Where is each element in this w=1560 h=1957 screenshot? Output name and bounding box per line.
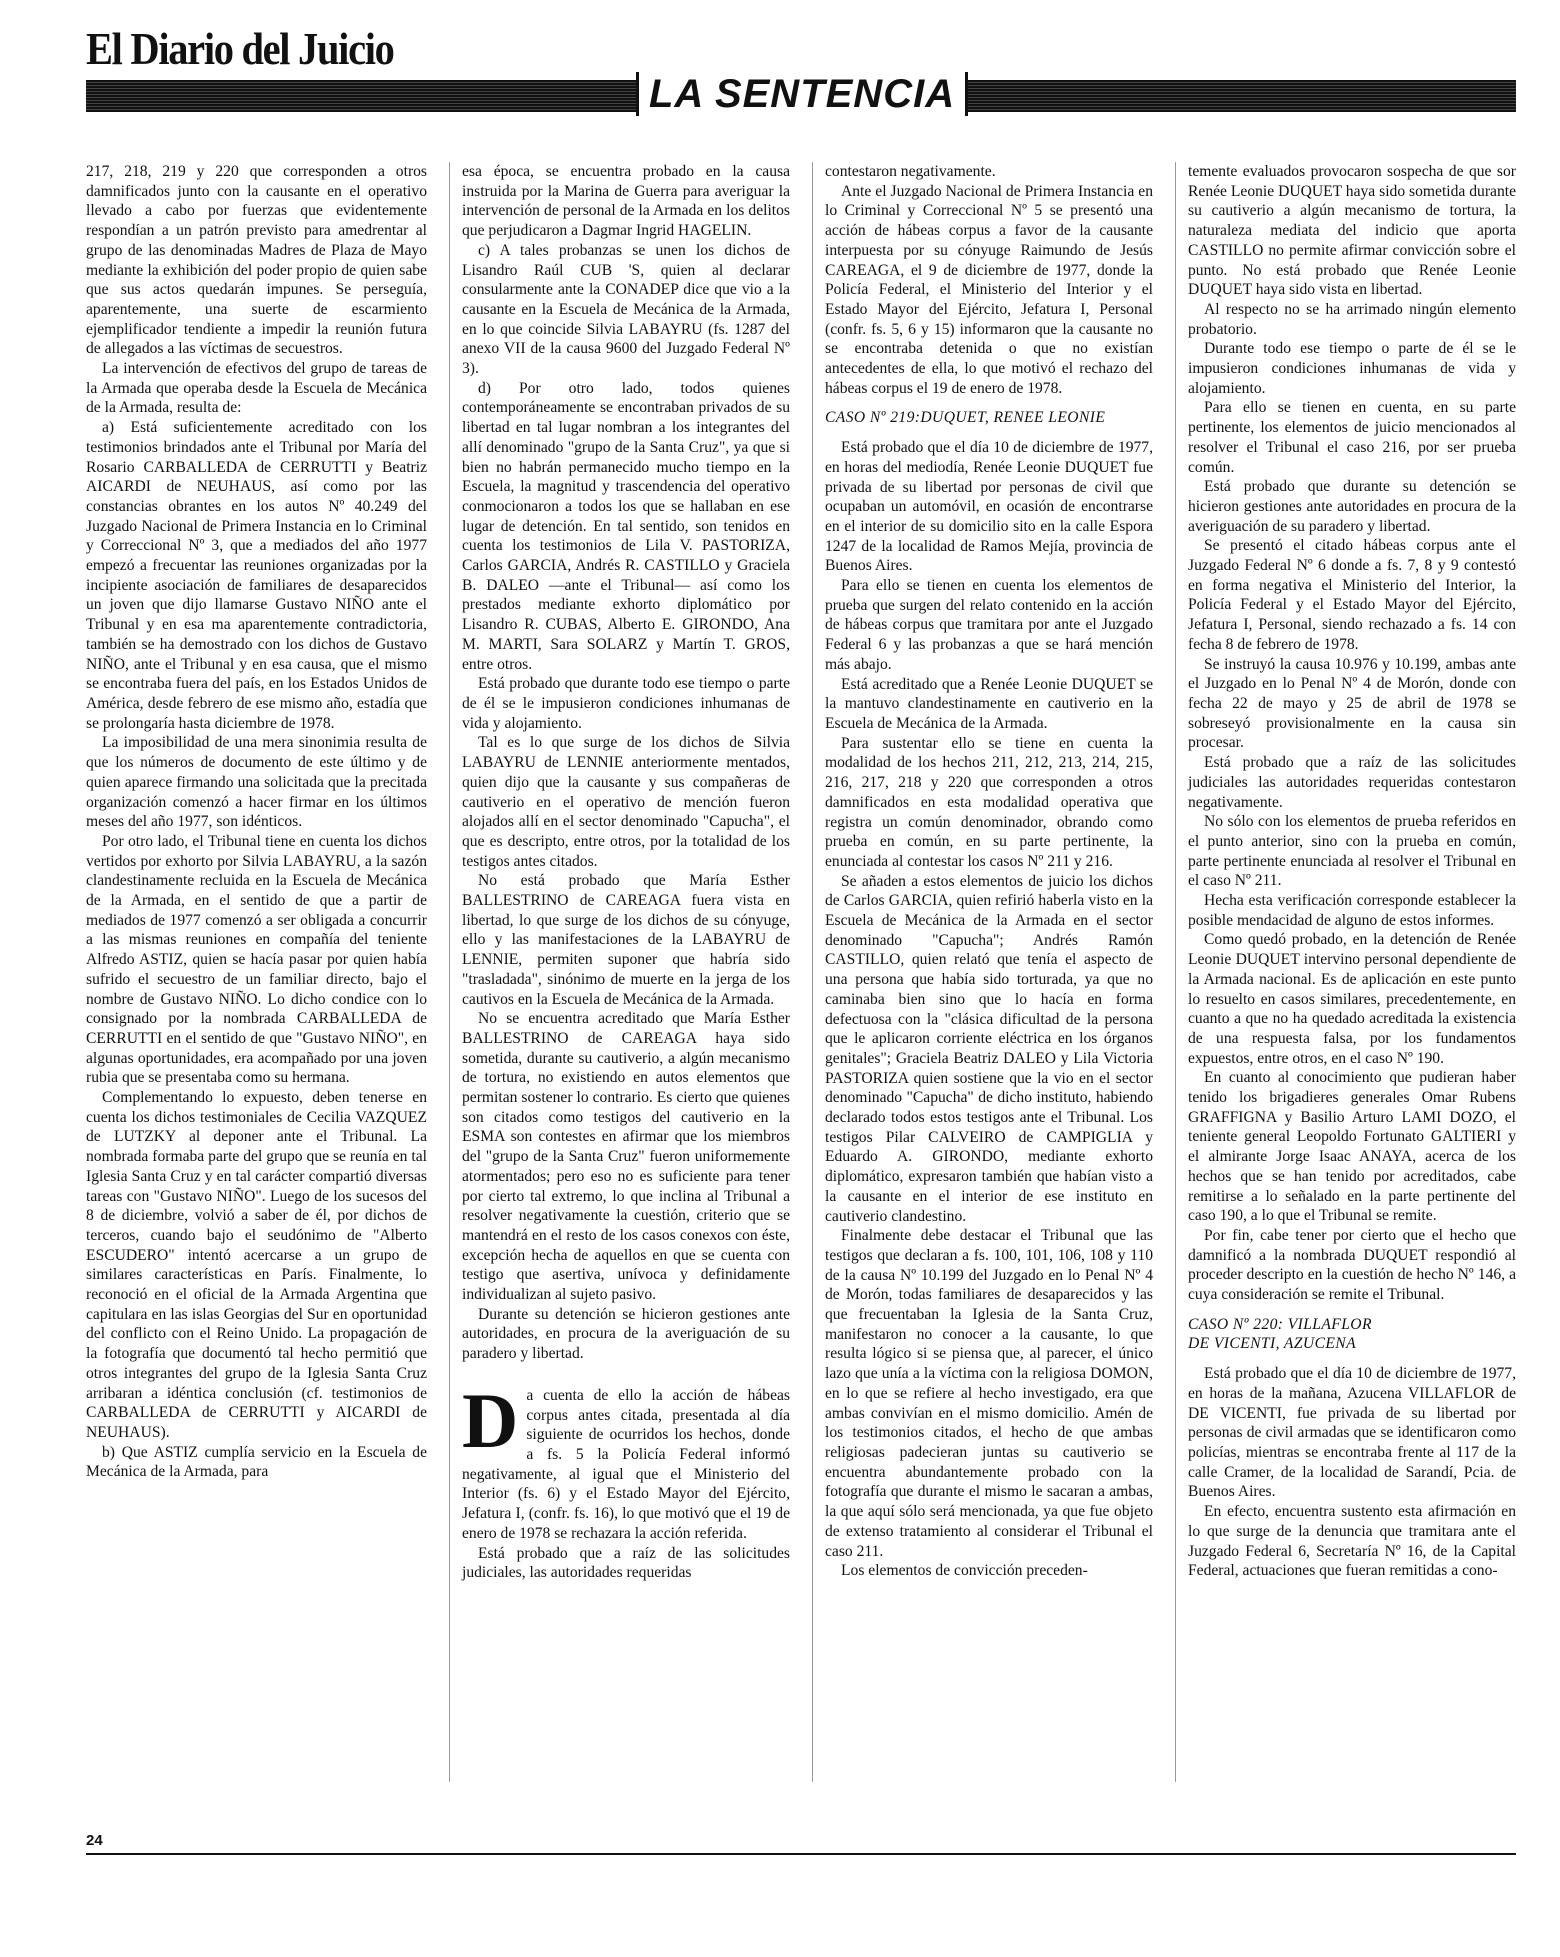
paragraph: Durante su detención se hicieron gestiones ante autoridades, en procura de la averiguación de su paradero y libertad. bbox=[462, 1305, 790, 1363]
paragraph: En efecto, encuentra sustento esta afirmación en lo que surge de la denuncia que tramitara ante el Juzgado Federal 6, Secretaría Nº 16, de la Capital Federal, actuaciones que fueran remitidas a cono- bbox=[1188, 1503, 1516, 1580]
paragraph: Para sustentar ello se tiene en cuenta la modalidad de los hechos 211, 212, 213, 214, 215, 216, 217, 218 y 220 que corresponden a otros damnificados en esta modalidad operativa que registra un común denominador, obrando como prueba en común, en su parte pertinente, la enunciada al contestar los casos Nº 211 y 216. bbox=[825, 734, 1153, 870]
paragraph: Está acreditado que a Renée Leonie DUQUET se la mantuvo clandestinamente en cautiverio en la Escuela de Mecánica de la Armada. bbox=[825, 675, 1153, 732]
dropcap-paragraph bbox=[462, 1376, 790, 1544]
paragraph: 217, 218, 219 y 220 que corresponden a otros damnificados junto con la causante en el operativo llevado a cabo por fuerzas que evidentemente respondían a un patrón previsto para amedrentar al grupo de las denominadas Madres de Plaza de Mayo mediante la exhibición del poder propio de quien sabe que sus actos quedarán impunes. Se perseguía, aparentemente, una suerte de escarmiento ejemplificador tendiente a impedir la reunión futura de allegados a las víctimas de secuestros. bbox=[86, 163, 427, 358]
paragraph: Se añaden a estos elementos de juicio los dichos de Carlos GARCIA, quien refirió haberla visto en la Escuela de Mecánica de la Armada en el sector denominado "Capucha"; Andrés Ramón CASTILLO, quien relató que tenía el aspecto de una persona que había sido torturada, ya que no caminaba bien sino que lo hacía en forma defectuosa con la "clásica dificultad de la persona que le aplicaron corriente eléctrica en los órganos genitales"; Graciela Beatriz DALEO y Lila Victoria PASTORIZA quien sostiene que la vio en el sector denominado "Capucha" de dicho instituto, habiendo declarado todos estos testigos ante el Tribunal. Los testigos Pilar CALVEIRO de CAMPIGLIA y Eduardo A. GIRONDO, mediante exhorto diplomático, expresaron también que habían visto a la causante en el interior de ese instituto en cautiverio clandestino. bbox=[825, 872, 1153, 1225]
case-heading-219: CASO Nº 219:DUQUET, RENEE LEONIE bbox=[825, 409, 1106, 427]
dropcap-letter: D bbox=[462, 1376, 519, 1464]
paragraph: Está probado que a raíz de las solicitudes judiciales las autoridades requeridas contestaron negativamente. bbox=[1188, 754, 1516, 811]
paragraph: Se presentó el citado hábeas corpus ante el Juzgado Federal Nº 6 donde a fs. 7, 8 y 9 contestó en forma negativa el Ministerio del Interior, la Policía Federal y el Estado Mayor del Ejército, Jefatura I, Personal, siendo rechazado a fs. 14 con fecha 8 de febrero de 1978. bbox=[1188, 537, 1516, 653]
paragraph: Como quedó probado, en la detención de Renée Leonie DUQUET intervino personal dependiente de la Armada nacional. Es de aplicación en este punto lo resuelto en casos similares, precedentemente, en cuanto a que no ha quedado acreditada la existencia de una respuesta falsa, por los fundamentos expuestos, entre otros, en el caso Nº 190. bbox=[1188, 931, 1516, 1067]
column-1 bbox=[86, 162, 427, 1782]
paragraph: Ante el Juzgado Nacional de Primera Instancia en lo Criminal y Correccional Nº 5 se presentó una acción de hábeas corpus a favor de la causante interpuesta por su cónyuge Raimundo de Jesús CAREAGA, el 9 de diciembre de 1977, donde la Policía Federal, el Ministerio del Interior y el Estado Mayor del Ejército, Jefatura I, Personal (confr. fs. 5, 6 y 15) informaron que la causante no se encontraba detenida o que no existían antecedentes de ella, lo que motivó el rechazo del hábeas corpus el 19 de enero de 1978. bbox=[825, 182, 1153, 397]
paragraph: La intervención de efectivos del grupo de tareas de la Armada que operaba desde la Escuela de Mecánica de la Armada, resulta de: bbox=[86, 360, 427, 417]
paragraph: Está probado que el día 10 de diciembre de 1977, en horas del mediodía, Renée Leonie DUQUET fue privada de su libertad por personas de civil que ocupaban un automóvil, en ocasión de encontrarse en el interior de su domicilio sito en la calle Espora 1247 de la localidad de Ramos Mejía, provincia de Buenos Aires. bbox=[825, 439, 1153, 575]
case-heading-220 bbox=[1188, 1315, 1516, 1354]
paragraph: Está probado que el día 10 de diciembre de 1977, en horas de la mañana, Azucena VILLAFLOR de DE VICENTI, fue privada de su libertad por personas de civil armadas que se identificaron como policías, mientras se encontraba frente al 117 de la calle Cramer, de la localidad de Sarandí, Pcia. de Buenos Aires. bbox=[1188, 1365, 1516, 1501]
article-columns bbox=[86, 162, 1516, 1782]
page-number: 24 bbox=[86, 1832, 103, 1849]
case-heading-line-1: CASO Nº 220: VILLAFLOR bbox=[1188, 1315, 1372, 1333]
footer-rule bbox=[86, 1853, 1516, 1855]
paragraph: No sólo con los elementos de prueba referidos en el punto anterior, sino con la prueba en común, parte pertinente enunciada al resolver el Tribunal en el caso Nº 211. bbox=[1188, 813, 1516, 890]
paragraph: Hecha esta verificación corresponde establecer la posible mendacidad de alguno de estos informes. bbox=[1188, 892, 1516, 929]
paragraph: Está probado que durante todo ese tiempo o parte de él se le impusieron condiciones inhumanas de vida y alojamiento. bbox=[462, 675, 790, 732]
paragraph: Finalmente debe destacar el Tribunal que las testigos que declaran a fs. 100, 101, 106, 108 y 110 de la causa Nº 10.199 del Juzgado en lo Penal Nº 4 de Morón, todas familiares de desaparecidos y las que frecuentaban la Iglesia de la Santa Cruz, manifestaron no conocer a la causante, lo que resulta lógico si se piensa que, al parecer, el único lazo que unía a la víctima con la religiosa DOMON, en lo que se refiere al hecho investigado, era que ambas convivían en el mismo domicilio. Amén de los testimonios citados, el hecho de que ambas religiosas padecieran juntas su cautiverio se encuentra abundantemente probado con la fotografía que durante el mismo le sacaran a ambas, la que aquí sólo será mencionada, ya que fue objeto de extenso tratamiento al considerar el Tribunal el caso 211. bbox=[825, 1227, 1153, 1560]
column-3 bbox=[812, 162, 1153, 1782]
column-2 bbox=[449, 162, 790, 1782]
paragraph: Para ello se tienen en cuenta, en su parte pertinente, los elementos de juicio mencionados al resolver el Tribunal el caso 216, por ser prueba común. bbox=[1188, 399, 1516, 476]
publication-title: El Diario del Juicio bbox=[86, 23, 394, 74]
paragraph: d) Por otro lado, todos quienes contemporáneamente se encontraban privados de su libertad en tal lugar nombran a los integrantes del allí denominado "grupo de la Santa Cruz", ya que si bien no habrán permanecido mucho tiempo en la Escuela, la magnitud y trascendencia del operativo conmocionaron a todos los que se hallaban en ese lugar de detención. En tal sentido, son tenidos en cuenta los testimonios de Lila V. PASTORIZA, Carlos GARCIA, Andrés R. CASTILLO y Graciela B. DALEO —ante el Tribunal— así como los prestados mediante exhorto diplomático por Lisandro R. CUBAS, Alberto E. GIRONDO, Ana M. MARTI, Sara SOLARZ y Martín T. GROS, entre otros. bbox=[462, 379, 790, 673]
paragraph: esa época, se encuentra probado en la causa instruida por la Marina de Guerra para averiguar la intervención de personal de la Armada en los delitos que perjudicaron a Dagmar Ingrid HAGELIN. bbox=[462, 163, 790, 240]
paragraph: Complementando lo expuesto, deben tenerse en cuenta los dichos testimoniales de Cecilia VAZQUEZ de LUTZKY al deponer ante el Tribunal. La nombrada formaba parte del grupo que se reunía en tal Iglesia Santa Cruz y en tal carácter compartió diversas tareas con "Gustavo NIÑO". Luego de los sucesos del 8 de diciembre, volvió a saber de él, por dichos de terceros, cuando bajo el seudónimo de "Alberto ESCUDERO" intentó acercarse a un grupo de similares características en París. Finalmente, lo reconoció en el oficial de la Armada Argentina que capitulara en las islas Georgias del Sur en oportunidad del conflicto con el Reino Unido. La propagación de la fotografía que documentó tal hecho permitió que otros integrantes del grupo de la Iglesia Santa Cruz arribaran a idéntica conclusión (cf. testimonios de CARBALLEDA de CERRUTTI y AICARDI de NEUHAUS). bbox=[86, 1089, 427, 1441]
paragraph: contestaron negativamente. bbox=[825, 163, 996, 180]
column-4 bbox=[1175, 162, 1516, 1782]
paragraph: c) A tales probanzas se unen los dichos de Lisandro Raúl CUB 'S, quien al declarar consularmente ante la CONADEP dice que vio a la causante en la Escuela de Mecánica de la Armada, en lo que coincide Silvia LABAYRU (fs. 1287 del anexo VII de la causa 9600 del Juzgado Federal Nº 3). bbox=[462, 241, 790, 378]
paragraph: Está probado que durante su detención se hicieron gestiones ante autoridades en procura de la averiguación de su paradero y libertad. bbox=[1188, 478, 1516, 535]
paragraph: Por fin, cabe tener por cierto que el hecho que damnificó a la nombrada DUQUET respondió al proceder descripto en la cuestión de hecho Nº 146, a cuya consideración se remite el Tribunal. bbox=[1188, 1226, 1516, 1304]
paragraph: En cuanto al conocimiento que pudieran haber tenido los brigadieres generales Omar Rubens GRAFFIGNA y Basilio Arturo LAMI DOZO, el teniente general Leopoldo Fortunato GALTIERI y el almirante Jorge Isaac ANAYA, acerca de los hechos que se han tenido por acreditados, cabe remitirse a lo señalado en la parte pertinente del caso 190, a lo que el Tribunal se remite. bbox=[1188, 1069, 1516, 1225]
paragraph: La imposibilidad de una mera sinonimia resulta de que los números de documento de este último y de quien aparece firmando una solicitada que la precitada organización comenzó a hacer firmar en los últimos meses del año 1977, son idénticos. bbox=[86, 734, 427, 831]
dropcap-text: a cuenta de ello la acción de hábeas corpus antes citada, presentada al día siguiente de ocurridos los hechos, donde a fs. 5 la Policía Federal informó negativamente, al igual que el Ministerio del Interior (fs. 6) y el Estado Mayor del Ejército, Jefatura I, (confr. fs. 16), lo que motivó que el 19 de enero de 1978 se rechazara la acción referida. bbox=[462, 1386, 790, 1542]
paragraph: a) Está suficientemente acreditado con los testimonios brindados ante el Tribunal por María del Rosario CARBALLEDA de CERRUTTI y Beatriz AICARDI de NEUHAUS, así como por las constancias obrantes en los autos Nº 40.249 del Juzgado Nacional de Primera Instancia en lo Criminal y Correccional Nº 3, que a mediados del año 1977 empezó a frecuentar las reuniones organizadas por la incipiente asociación de familiares de desaparecidos un joven que dijo llamarse Gustavo NIÑO ante el Tribunal y en esa ma aparentemente contradictoria, también se ha demostrado con los dichos de Gustavo NIÑO, ante el Tribunal y en esa causa, que el mismo se encontraba fuera del país, en los Estados Unidos de América, desde febrero de ese mismo año, estadía que se prolongaría hasta diciembre de 1978. bbox=[86, 419, 427, 732]
case-heading-line-2: DE VICENTI, AZUCENA bbox=[1188, 1335, 1357, 1353]
paragraph: Se instruyó la causa 10.976 y 10.199, ambas ante el Juzgado en lo Penal Nº 4 de Morón, donde con fecha 22 de mayo y 25 de abril de 1978 se sobreseyó provisionalmente en la causa sin procesar. bbox=[1188, 655, 1516, 752]
paragraph: Los elementos de convicción preceden- bbox=[841, 1562, 1088, 1580]
paragraph: No está probado que María Esther BALLESTRINO de CAREAGA fuera vista en libertad, lo que surge de los dichos de su cónyuge, ello y las manifestaciones de la LABAYRU de LENNIE, permiten suponer que habría sido "trasladada", sinónimo de muerte en la jerga de los cautivos en la Escuela de Mecánica de la Armada. bbox=[462, 872, 790, 1008]
paragraph: Está probado que a raíz de las solicitudes judiciales, las autoridades requeridas bbox=[462, 1544, 790, 1582]
paragraph: Tal es lo que surge de los dichos de Silvia LABAYRU de LENNIE anteriormente mentados, quien dijo que la causante y sus compañeras de cautiverio en el operativo de mención fueron alojados allí en el sector denominado "Capucha", el que es descripto, entre otros, por la totalidad de los testigos antes citados. bbox=[462, 734, 790, 870]
paragraph: Para ello se tienen en cuenta los elementos de prueba que surgen del relato contenido en la acción de hábeas corpus que tramitara por ante el Juzgado Federal 6 y las probanzas a que se hará mención más abajo. bbox=[825, 577, 1153, 673]
paragraph: Al respecto no se ha arrimado ningún elemento probatorio. bbox=[1188, 300, 1516, 338]
paragraph: No se encuentra acreditado que María Esther BALLESTRINO de CAREAGA haya sido sometida, durante su cautiverio, a algún mecanismo de tortura, no existiendo en autos elementos que permitan sostener lo contrario. Es cierto que quienes son citados como testigos del cautiverio en la ESMA son contestes en afirmar que los miembros del "grupo de la Santa Cruz" fueron uniformemente atormentados; pero eso no es suficiente para tener por cierto tal extremo, lo que inclina al Tribunal a resolver negativamente la cuestión, criterio que se mantendrá en el resto de los casos conexos con éste, excepción hecha de aquellos en que se cuenta con testigo que asertiva, unívoca y definidamente individualizan al sujeto pasivo. bbox=[462, 1010, 790, 1304]
paragraph: Por otro lado, el Tribunal tiene en cuenta los dichos vertidos por exhorto por Silvia LABAYRU, a la sazón clandestinamente recluida en la Escuela de Mecánica de la Armada, en el sentido de que a partir de mediados de 1977 comenzó a ser obligada a concurrir a las mismas reuniones en compañía del teniente Alfredo ASTIZ, quien se hacía pasar por quien había sufrido el secuestro de un familiar directo, bajo el nombre de Gustavo NIÑO. Lo dicho condice con lo consignado por la nombrada CARBALLEDA de CERRUTTI en el sentido de que "Gustavo NIÑO", en algunas oportunidades, era acompañado por una joven rubia que se presentaba como su hermana. bbox=[86, 832, 427, 1087]
section-label: LA SENTENCIA bbox=[636, 72, 968, 116]
paragraph: b) Que ASTIZ cumplía servicio en la Escuela de Mecánica de la Armada, para bbox=[86, 1443, 427, 1481]
paragraph: Durante todo ese tiempo o parte de él se le impusieron condiciones inhumanas de vida y alojamiento. bbox=[1188, 340, 1516, 397]
paragraph: temente evaluados provocaron sospecha de que sor Renée Leonie DUQUET haya sido sometida durante su cautiverio a algún mecanismo de tortura, la naturaleza mediata del indicio que aporta CASTILLO no permite afirmar convicción sobre el punto. No está probado que Renée Leonie DUQUET haya sido vista en libertad. bbox=[1188, 163, 1516, 299]
